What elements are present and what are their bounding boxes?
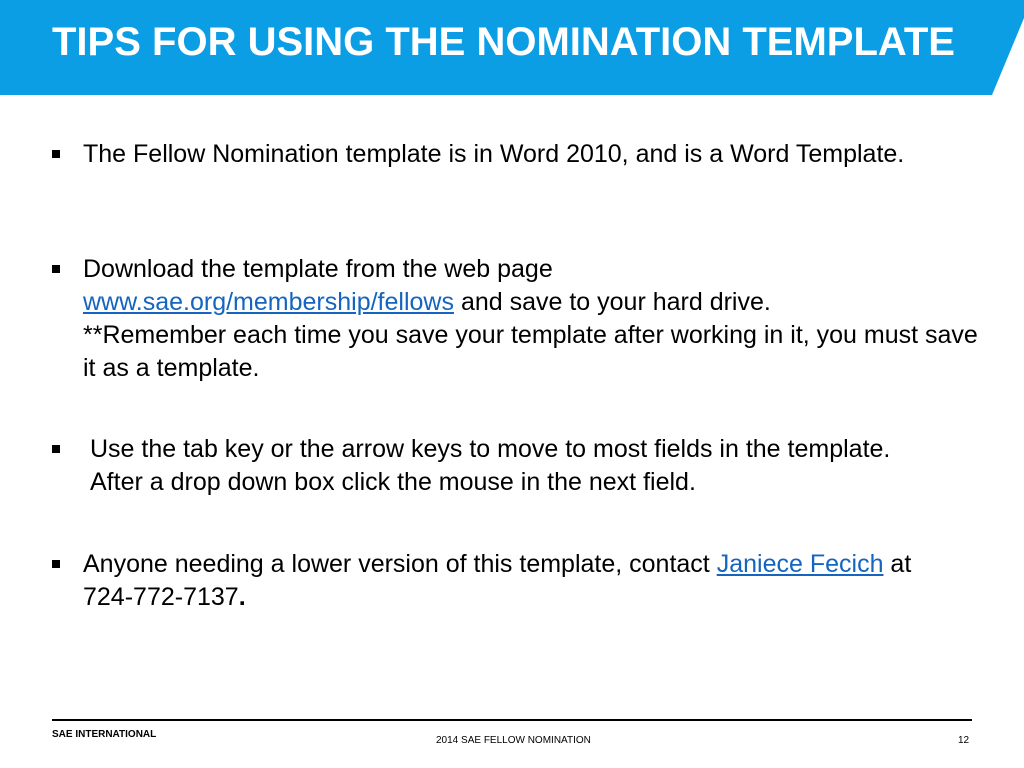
bullet-text-note: **Remember each time you save your template after working in it, you must save it as a template. (83, 321, 978, 382)
bullet-text (83, 548, 913, 614)
slide-title: TIPS FOR USING THE NOMINATION TEMPLATE (52, 20, 955, 64)
footer-divider (52, 719, 972, 721)
bullet-text (83, 253, 983, 385)
bullet-text-after: and save to your hard drive. (460, 288, 771, 316)
title-banner (0, 0, 1024, 95)
bullet-text-after: at 724-772-7137 (83, 550, 912, 611)
contact-link[interactable]: Janiece Fecich (716, 550, 884, 578)
fellows-page-link[interactable]: www.sae.org/membership/fellows (83, 288, 454, 316)
footer-brand: SAE INTERNATIONAL (52, 729, 157, 740)
bullet-marker-icon (52, 265, 60, 273)
bullet-text (83, 138, 983, 171)
bullet-text-body: Use the tab key or the arrow keys to move to most fields in the template. After a drop down box click the mouse in the next field. (90, 435, 891, 496)
footer-title: 2014 SAE FELLOW NOMINATION (436, 735, 591, 746)
bullet-text-before: Anyone needing a lower version of this template, contact (83, 550, 710, 578)
bullet-text (90, 433, 910, 499)
bullet-marker-icon (52, 150, 60, 158)
bullet-text-before: Download the template from the web page (83, 255, 553, 283)
bullet-marker-icon (52, 445, 60, 453)
bullet-text-body: The Fellow Nomination template is in Word 2010, and is a Word Template. (83, 140, 905, 168)
bullet-text-end: . (238, 583, 246, 611)
bullet-marker-icon (52, 560, 60, 568)
page-number: 12 (958, 735, 970, 746)
